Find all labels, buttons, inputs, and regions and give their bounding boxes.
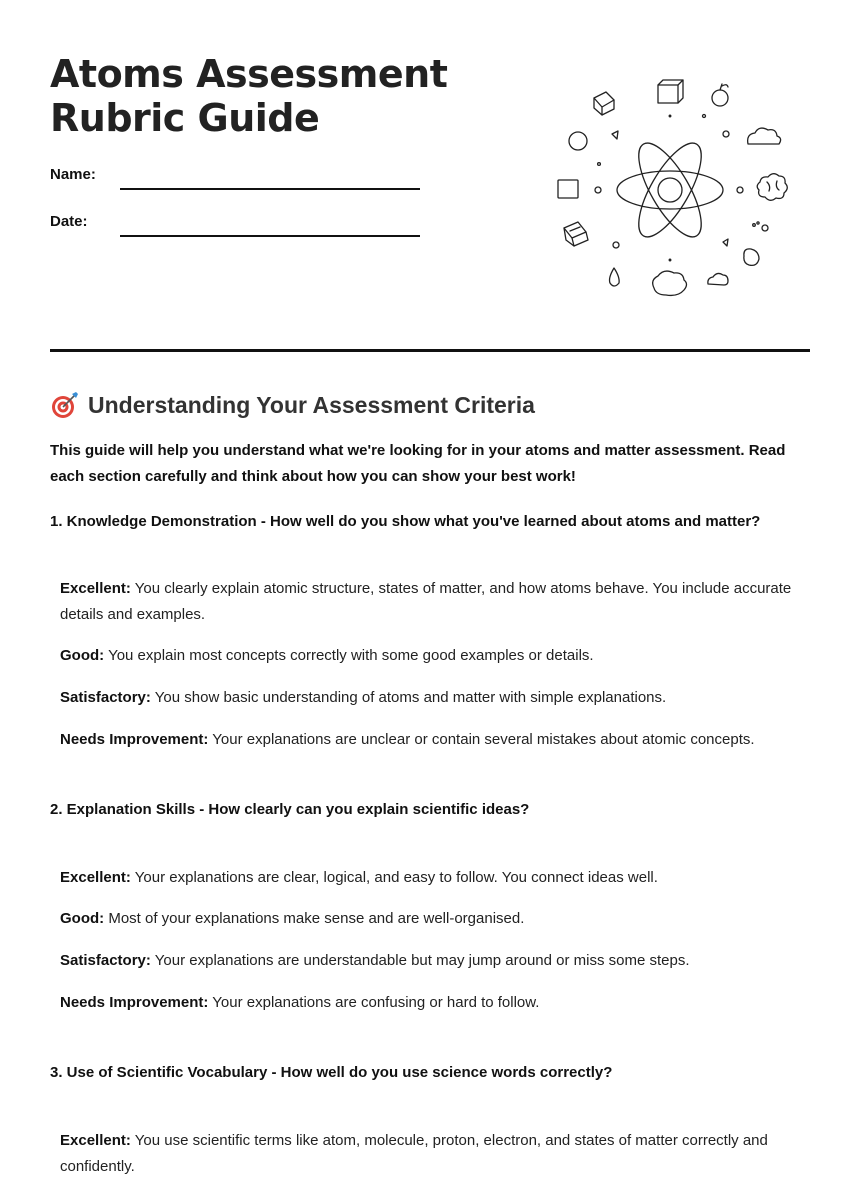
level-text: You use scientific terms like atom, molecule, proton, electron, and states of matter correctly and confidently. [60, 1132, 768, 1175]
atom-illustration-icon [550, 70, 800, 310]
cloud-icon [708, 273, 728, 285]
level-item [60, 990, 810, 1016]
title-line-2: Rubric Guide [50, 96, 320, 140]
date-label: Date: [50, 213, 88, 230]
date-field[interactable] [50, 207, 420, 237]
level-text: Most of your explanations make sense and are well-organised. [108, 910, 525, 927]
cube-icon [594, 92, 614, 115]
name-field[interactable] [50, 160, 420, 190]
level-label: Good: [60, 910, 105, 927]
date-write-line[interactable] [120, 235, 420, 237]
level-label: Excellent: [60, 869, 131, 886]
level-text: Your explanations are understandable but may jump around or miss some steps. [154, 952, 690, 969]
level-item [60, 1128, 810, 1180]
level-item [60, 685, 810, 711]
drop-icon [610, 268, 620, 286]
level-item [60, 643, 810, 669]
name-write-line[interactable] [120, 188, 420, 190]
box-icon [564, 222, 588, 246]
criterion-title: 1. Knowledge Demonstration - How well do you show what you've learned about atoms and matter? [50, 513, 761, 530]
brain-icon [757, 174, 787, 201]
level-item [60, 865, 810, 891]
criterion-title: 3. Use of Scientific Vocabulary - How well do you use science words correctly? [50, 1064, 613, 1081]
name-label: Name: [50, 166, 96, 183]
page-header [50, 0, 810, 352]
section-heading-text: Understanding Your Assessment Criteria [88, 391, 535, 418]
level-text: You clearly explain atomic structure, states of matter, and how atoms behave. You include accurate details and examples. [60, 580, 792, 623]
atom-icon [617, 135, 723, 246]
level-item [60, 727, 810, 753]
level-text: Your explanations are confusing or hard to follow. [212, 994, 540, 1011]
cube-icon [658, 80, 683, 103]
rubric-page [50, 0, 810, 1175]
level-text: You show basic understanding of atoms and matter with simple explanations. [154, 689, 667, 706]
title-line-1: Atoms Assessment [50, 52, 448, 96]
level-label: Satisfactory: [60, 952, 151, 969]
level-item [60, 576, 810, 628]
criterion-title: 2. Explanation Skills - How clearly can you explain scientific ideas? [50, 801, 530, 818]
level-label: Excellent: [60, 1132, 131, 1149]
section-heading [50, 388, 535, 422]
level-text: You explain most concepts correctly with some good examples or details. [108, 647, 594, 664]
level-label: Good: [60, 647, 105, 664]
target-icon [50, 390, 80, 420]
level-label: Excellent: [60, 580, 131, 597]
apple-icon [712, 84, 728, 106]
cloud-icon [748, 128, 781, 144]
level-text: Your explanations are unclear or contain several mistakes about atomic concepts. [212, 731, 755, 748]
level-text: Your explanations are clear, logical, and easy to follow. You connect ideas well. [134, 869, 658, 886]
cloud-icon [653, 271, 687, 295]
page-title [50, 52, 470, 140]
intro-text: This guide will help you understand what we're looking for in your atoms and matter assessment. Read each section carefully and think about how you can show your best work! [50, 442, 786, 485]
level-label: Needs Improvement: [60, 994, 209, 1011]
level-item [60, 948, 810, 974]
level-label: Satisfactory: [60, 689, 151, 706]
level-label: Needs Improvement: [60, 731, 209, 748]
level-item [60, 906, 810, 932]
